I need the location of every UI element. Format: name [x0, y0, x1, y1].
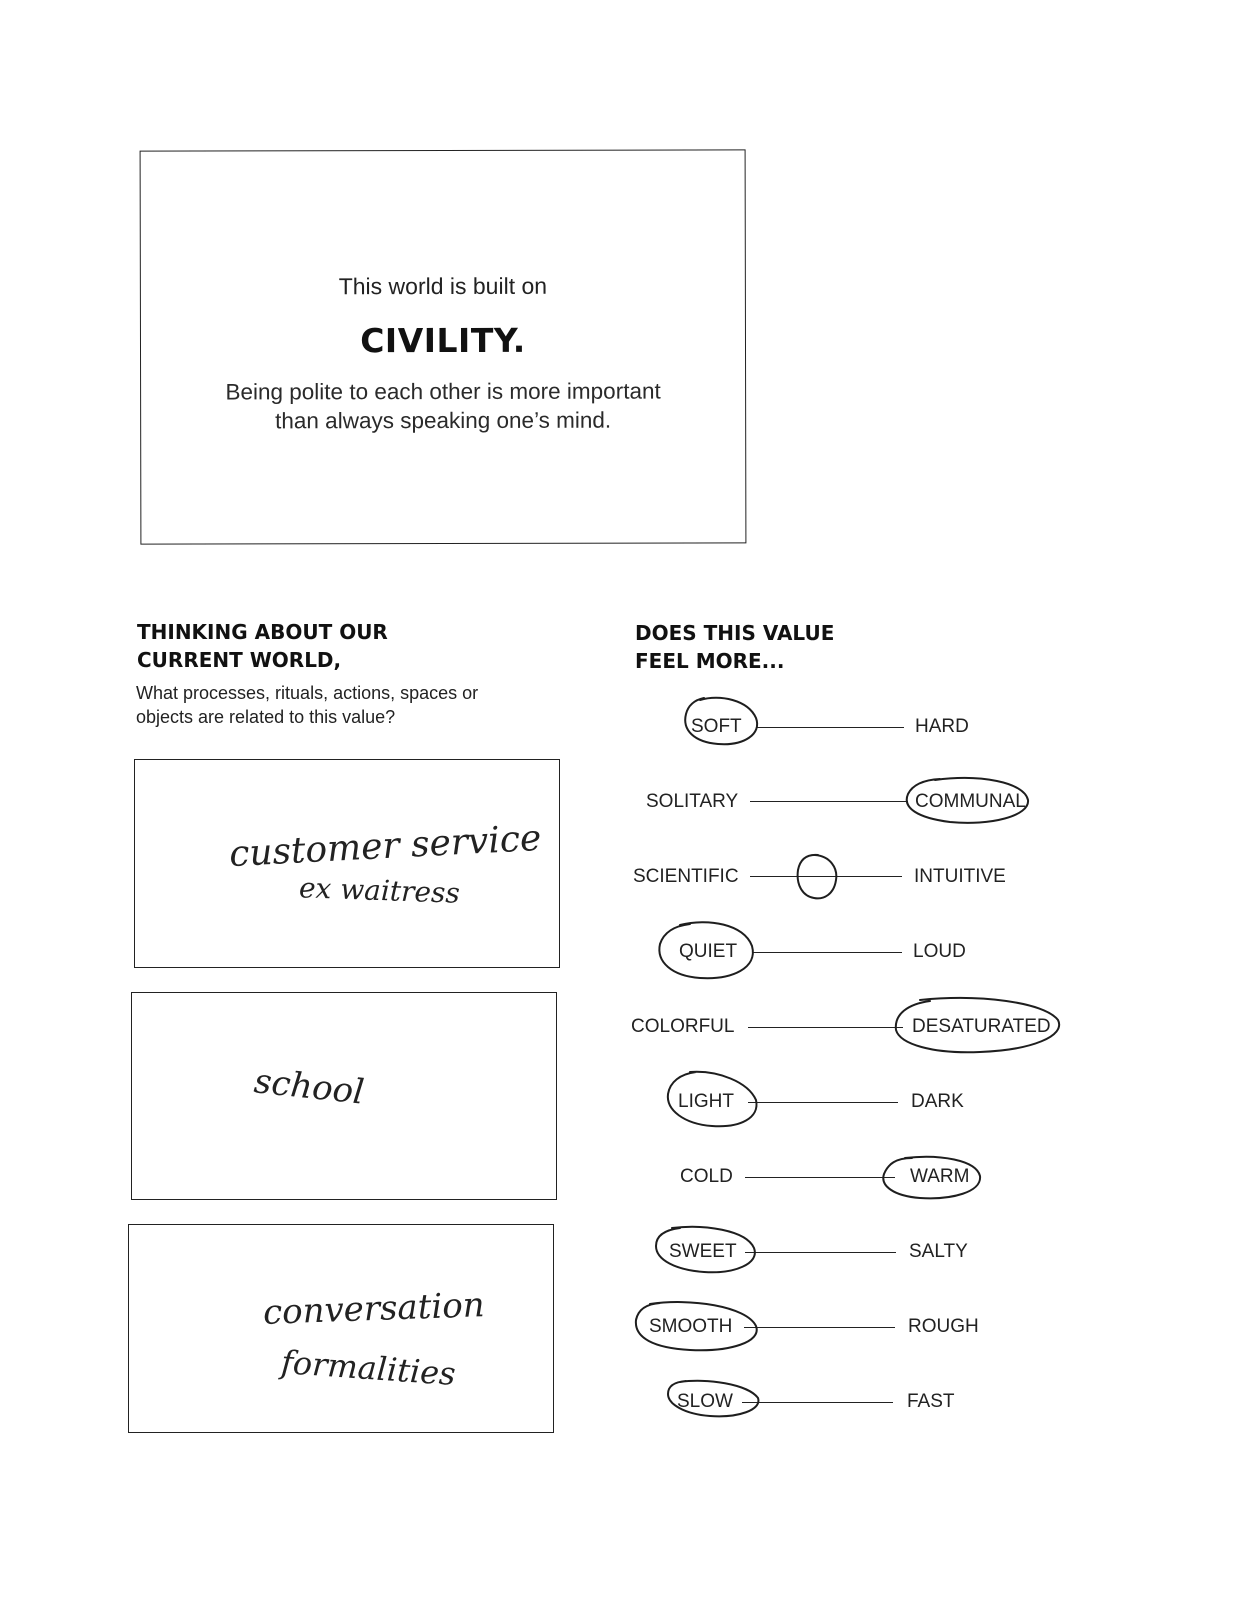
answer-3-line1: conversation [262, 1285, 486, 1333]
scale-7-left[interactable]: COLD [680, 1166, 733, 1187]
current-world-heading-line2: CURRENT WORLD, [137, 648, 342, 672]
scale-5-left[interactable]: COLORFUL [631, 1016, 735, 1037]
scale-8-line[interactable] [745, 1252, 896, 1253]
scale-4-right[interactable]: LOUD [913, 941, 966, 962]
current-world-prompt-line1: What processes, rituals, actions, spaces or [136, 683, 479, 703]
value-description-line1: Being polite to each other is more important [225, 378, 661, 405]
scale-10-right[interactable]: FAST [907, 1391, 955, 1412]
scale-8-left[interactable]: SWEET [669, 1241, 737, 1262]
feel-more-heading-line2: FEEL MORE... [635, 649, 785, 673]
answer-1-line2: ex waitress [298, 871, 461, 910]
current-world-heading-line1: THINKING ABOUT OUR [137, 620, 388, 644]
current-world-prompt-line2: objects are related to this value? [136, 707, 396, 727]
scale-4-line[interactable] [752, 952, 902, 953]
value-intro: This world is built on [338, 272, 548, 300]
scale-9-right[interactable]: ROUGH [908, 1316, 979, 1337]
value-title: CIVILITY. [360, 320, 526, 361]
scale-1-line[interactable] [757, 727, 904, 728]
answer-3-line2: formalities [279, 1342, 457, 1394]
scale-3-left[interactable]: SCIENTIFIC [633, 866, 739, 887]
scale-2-line[interactable] [750, 801, 908, 802]
value-description-line2: than always speaking one’s mind. [275, 407, 612, 434]
answer-1-line1: customer service [228, 817, 543, 876]
scale-5-right[interactable]: DESATURATED [912, 1016, 1051, 1037]
scale-3-line[interactable] [750, 876, 902, 877]
answer-2-line1: school [252, 1061, 366, 1113]
scale-9-line[interactable] [744, 1327, 895, 1328]
scale-7-line[interactable] [745, 1177, 895, 1178]
scale-8-right[interactable]: SALTY [909, 1241, 968, 1262]
scale-6-left[interactable]: LIGHT [678, 1091, 734, 1112]
scale-1-right[interactable]: HARD [915, 716, 969, 737]
scale-9-left[interactable]: SMOOTH [649, 1316, 733, 1337]
scale-7-right[interactable]: WARM [910, 1166, 970, 1187]
scale-1-left[interactable]: SOFT [691, 716, 742, 737]
scale-6-right[interactable]: DARK [911, 1091, 964, 1112]
scale-2-left[interactable]: SOLITARY [646, 791, 739, 812]
scale-2-right[interactable]: COMMUNAL [915, 791, 1026, 812]
feel-more-heading-line1: DOES THIS VALUE [635, 621, 835, 645]
scale-5-line[interactable] [748, 1027, 903, 1028]
scale-4-left[interactable]: QUIET [679, 941, 738, 962]
scale-10-left[interactable]: SLOW [677, 1391, 733, 1412]
scale-6-line[interactable] [748, 1102, 898, 1103]
scale-3-right[interactable]: INTUITIVE [914, 866, 1006, 887]
scale-10-line[interactable] [742, 1402, 893, 1403]
